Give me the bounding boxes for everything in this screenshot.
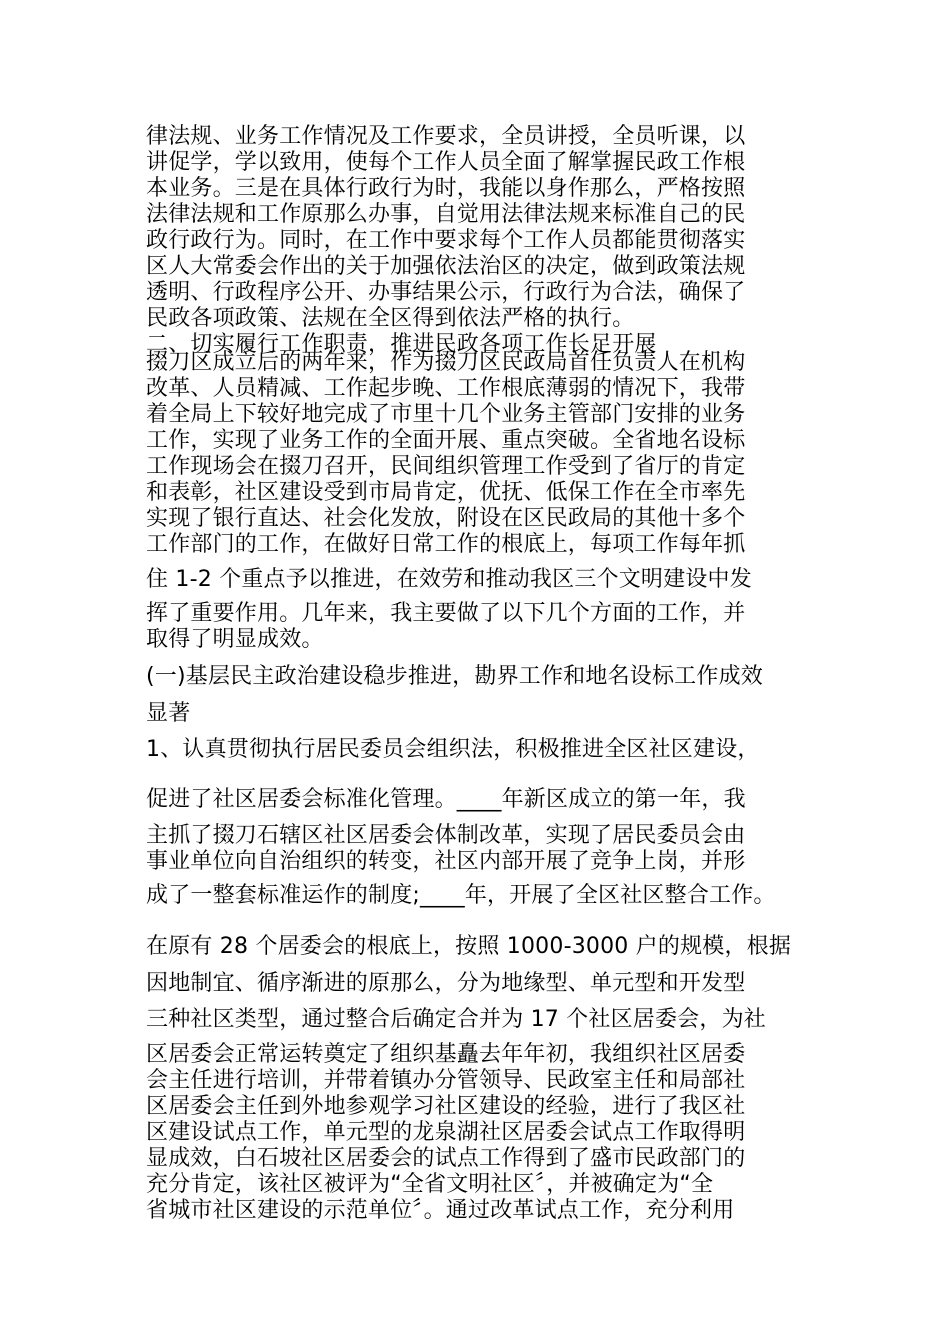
subsection-heading: 显著	[146, 701, 191, 726]
text-line: 会主任进行培训，并带着镇办分管领导、民政室主任和局部社	[146, 1068, 746, 1093]
text-line: 区居委会主任到外地参观学习社区建设的经验，进行了我区社	[146, 1094, 746, 1119]
text-line: 1、认真贯彻执行居民委员会组织法，积极推进全区社区建设，	[146, 737, 760, 762]
text-line: 本业务。三是在具体行政行为时，我能以身作那么，严格按照	[146, 176, 746, 201]
text-line: 区居委会正常运转奠定了组织基矗去年年初，我组织社区居委	[146, 1042, 746, 1067]
text-line: 住 1-2 个重点予以推进，在效劳和推动我区三个文明建设中发	[146, 567, 752, 592]
text-line: 掇刀区成立后的两年来，作为掇刀区民政局首任负责人在机构	[146, 350, 746, 375]
text-line: 政行政行为。同时，在工作中要求每个工作人员都能贯彻落实	[146, 228, 746, 253]
text-line: 主抓了掇刀石辖区社区居委会体制改革，实现了居民委员会由	[146, 823, 746, 848]
text-line: 区建设试点工作，单元型的龙泉湖社区居委会试点工作取得明	[146, 1120, 746, 1145]
text-line: 显成效，白石坡社区居委会的试点工作得到了盛市民政部门的	[146, 1146, 746, 1171]
text-line: 民政各项政策、法规在全区得到依法严格的执行。	[146, 306, 635, 331]
text-line: 工作，实现了业务工作的全面开展、重点突破。全省地名设标	[146, 428, 746, 453]
text-line: 三种社区类型，通过整合后确定合并为 17 个社区居委会，为社	[146, 1007, 766, 1032]
text-line: 充分肯定，该社区被评为“全省文明社区〞，并被确定为“全	[146, 1172, 714, 1197]
text-line: 着全局上下较好地完成了市里十几个业务主管部门安排的业务	[146, 402, 746, 427]
text-line: 律法规、业务工作情况及工作要求，全员讲授，全员听课，以	[146, 124, 746, 149]
text-line: 成了一整套标准运作的制度;____年，开展了全区社区整合工作。	[146, 883, 776, 908]
text-line: 省城市社区建设的示范单位〞。通过改革试点工作，充分利用	[146, 1198, 735, 1223]
section-heading: 二、切实履行工作职责，推进民政各项工作长足开展	[146, 332, 657, 357]
subsection-heading: (一)基层民主政治建设稳步推进，勘界工作和地名设标工作成效	[146, 664, 763, 689]
text-line: 事业单位向自治组织的转变，社区内部开展了竞争上岗，并形	[146, 849, 746, 874]
text-line: 工作部门的工作，在做好日常工作的根底上，每项工作每年抓	[146, 532, 746, 557]
text-line: 挥了重要作用。几年来，我主要做了以下几个方面的工作，并	[146, 601, 746, 626]
text-line: 讲促学，学以致用，使每个工作人员全面了解掌握民政工作根	[146, 150, 746, 175]
text-line: 区人大常委会作出的关于加强依法治区的决定，做到政策法规	[146, 254, 746, 279]
text-line: 取得了明显成效。	[146, 627, 324, 652]
text-line: 实现了银行直达、社会化发放，附设在区民政局的其他十多个	[146, 506, 746, 531]
text-line: 促进了社区居委会标准化管理。____年新区成立的第一年，我	[146, 787, 746, 812]
text-line: 工作现场会在掇刀召开，民间组织管理工作受到了省厅的肯定	[146, 454, 746, 479]
text-line: 和表彰，社区建设受到市局肯定，优抚、低保工作在全市率先	[146, 480, 746, 505]
text-line: 透明、行政程序公开、办事结果公示，行政行为合法，确保了	[146, 280, 746, 305]
text-line: 改革、人员精减、工作起步晚、工作根底薄弱的情况下，我带	[146, 376, 746, 401]
text-line: 因地制宜、循序渐进的原那么，分为地缘型、单元型和开发型	[146, 971, 746, 996]
text-line: 在原有 28 个居委会的根底上，按照 1000-3000 户的规模，根据	[146, 934, 792, 959]
text-line: 法律法规和工作原那么办事，自觉用法律法规来标准自己的民	[146, 202, 746, 227]
